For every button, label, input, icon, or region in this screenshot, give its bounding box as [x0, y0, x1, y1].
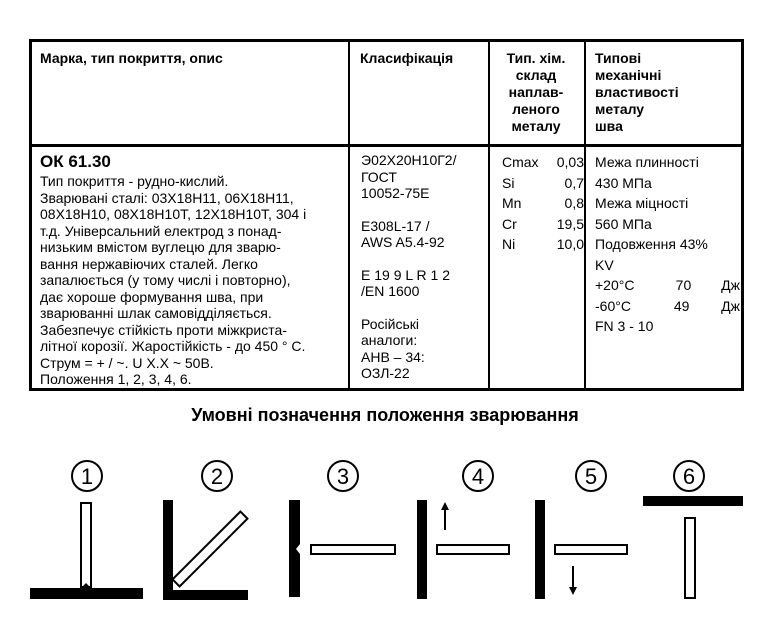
plate: [535, 500, 545, 599]
plate: [289, 500, 300, 597]
position-number: 5: [584, 464, 598, 489]
kv-row: -60°С 49 Дж: [595, 297, 740, 314]
description-text: Тип покриття - рудно-кислий. Зварювані сталі: 03Х18Н11, 06Х18Н11, 08Х18Н10, 08Х18Н10Т, 12Х18Н10Т, 304 і т.д. Універсальний електрод з понад- низьким вмістом вуглецю для зварю- вання нержавіючих сталей. Легко запалюється (у тому числі і повторно), дає хороше формування шва, при зварюванні шлак самовідділяється. Забезпечує стійкість проти міжкриста- літної корозії. Жаростійкість - до 450 ° С. Струм = + / ~. U Х.Х ~ 50В. Положення 1, 2, 3, 4, 6.: [40, 173, 307, 387]
position-number: 4: [471, 464, 485, 489]
vertical-up-position-icon: [417, 461, 509, 599]
chem-row: Cr 19,5: [502, 215, 584, 232]
horizontal-position-icon: [289, 461, 395, 597]
header-brand-type-description: Марка, тип покриття, опис: [40, 50, 223, 66]
electrode: [555, 545, 627, 554]
header-chem-composition: Тип. хім. склад наплав- леного металу: [506, 50, 566, 134]
electrode: [685, 518, 695, 598]
position-number: 1: [80, 464, 94, 489]
flat-position-icon: [30, 461, 143, 599]
overhead-position-icon: [643, 461, 743, 598]
plate: [30, 583, 143, 599]
classification-en: E 19 9 L R 1 2 /EN 1600: [361, 266, 450, 299]
kv-label: KV: [595, 256, 614, 273]
yield-strength-label: Межа плинності: [595, 154, 699, 170]
chem-row: Cmax 0,03: [502, 154, 584, 170]
kv-row: +20°С 70 Дж: [595, 277, 740, 293]
electrode: [173, 512, 248, 587]
elongation: Подовження 43%: [595, 236, 708, 252]
classification-aws: Е308L-17 / AWS A5.4-92: [361, 217, 445, 250]
tensile-strength-label: Межа міцності: [595, 195, 689, 211]
electrode: [437, 545, 509, 554]
brand-name: ОК 61.30: [40, 152, 111, 171]
chem-row: Ni 10,0: [502, 236, 584, 252]
vertical-down-position-icon: [535, 461, 627, 599]
tensile-strength-value: 560 МПа: [595, 215, 652, 232]
position-number: 3: [336, 464, 350, 489]
electrode: [311, 545, 395, 554]
horizontal-vertical-position-icon: [163, 461, 248, 600]
header-mechanical-properties: Типові механічні властивості металу шва: [595, 50, 679, 134]
plate: [417, 500, 427, 599]
position-number: 6: [682, 464, 696, 489]
classification-gost: Э02Х20Н10Г2/ ГОСТ 10052-75Е: [361, 152, 457, 201]
header-classification: Класифікація: [360, 50, 454, 66]
yield-strength-value: 430 МПа: [595, 174, 652, 191]
positions-title: Умовні позначення положення зварювання: [191, 405, 579, 425]
chem-row: Mn 0,8: [502, 195, 584, 211]
classification-analogs: Російські аналоги: АНВ – 34: ОЗЛ-22: [361, 315, 425, 381]
ferrite-number: FN 3 - 10: [595, 318, 654, 334]
electrode: [81, 503, 91, 587]
plate: [643, 496, 743, 506]
position-number: 2: [210, 464, 224, 489]
chem-row: Si 0,7: [502, 174, 584, 191]
